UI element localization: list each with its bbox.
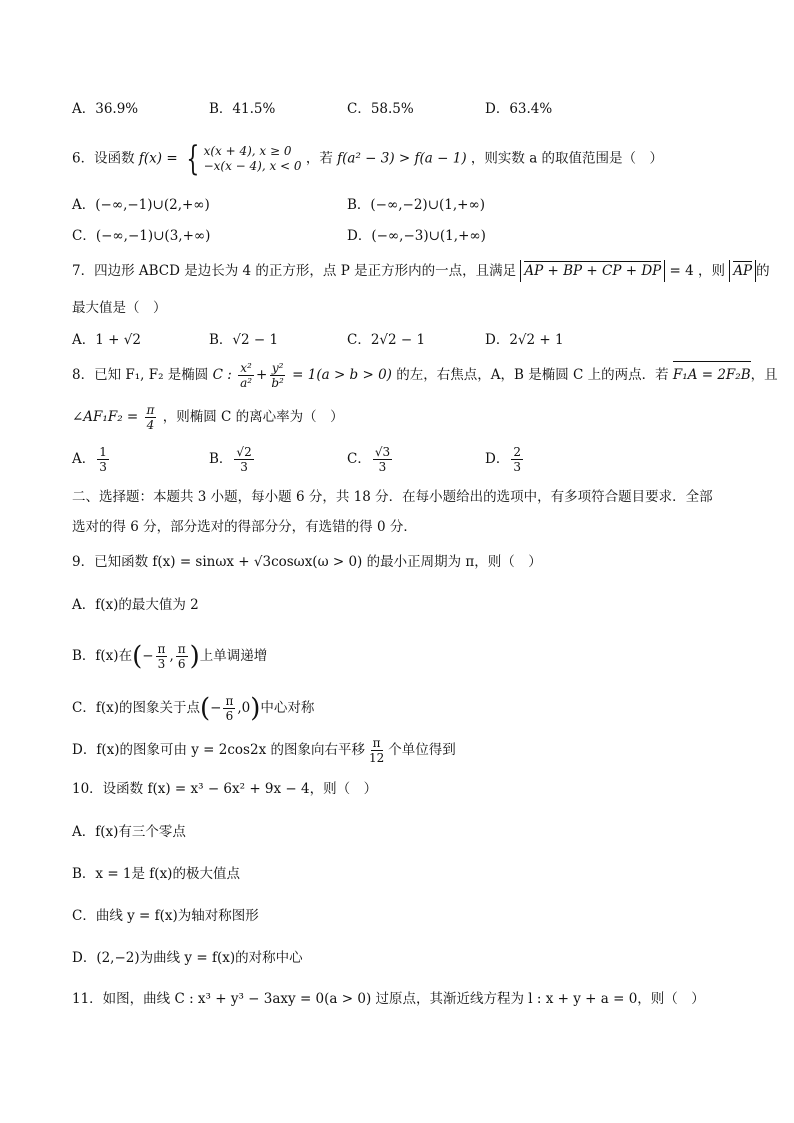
q5-option-a: A．36.9% — [72, 101, 139, 117]
q10-option-a: A．f(x)有三个零点 — [72, 824, 186, 840]
q8-vector-relation: F₁A = 2F₂B — [673, 360, 751, 390]
q10-option-b: B．x = 1是 f(x)的极大值点 — [72, 866, 240, 882]
q8-ellipse-c: C : — [212, 367, 232, 383]
section2-line2: 选对的得 6 分，部分选对的得部分分，有选错的得 0 分． — [72, 519, 417, 535]
q6-prefix: 6．设函数 — [72, 150, 135, 167]
q6-mid: ，若 — [305, 150, 333, 167]
q6-option-b: B．(−∞,−2)∪(1,+∞) — [347, 197, 485, 213]
q8-option-c: C． $\frac{√3}{3}$ — [347, 445, 391, 474]
q7-option-b: B．√2 − 1 — [209, 332, 279, 348]
q10-option-d: D．(2,−2)为曲线 y = f(x)的对称中心 — [72, 950, 303, 966]
q9-option-a: A．f(x)的最大值为 2 — [72, 597, 199, 613]
q9-option-b: B．f(x)在(− $\frac{\pi}{3}$ , $\frac{\pi}{6}$ )上单调递增 — [72, 641, 268, 672]
q7-vector-ap: AP — [729, 260, 756, 282]
q6-piecewise: { x(x + 4), x ≥ 0 −x(x − 4), x < 0 — [186, 139, 302, 179]
q11-stem: 11．如图，曲线 C : x³ + y³ − 3axy = 0(a > 0) 过原点，其渐近线方程为 l : x + y + a = 0，则（ ） — [72, 991, 705, 1007]
q8-frac-y: $\frac{\text{y²}}{\text{b²}}$ — [271, 361, 284, 390]
q6-option-a: A．(−∞,−1)∪(2,+∞) — [72, 197, 210, 213]
q6-suffix: ，则实数 a 的取值范围是（ ） — [470, 150, 664, 167]
q8-text2: 的左，右焦点，A，B 是椭圆 C 上的两点．若 — [396, 367, 669, 383]
q10-option-c: C．曲线 y = f(x)为轴对称图形 — [72, 908, 259, 924]
q7-line2: 最大值是（ ） — [72, 300, 167, 316]
q7-eq: = 4 ，则 — [669, 263, 726, 279]
q8-stem-line1: 8．已知 F₁, F₂ 是椭圆 C : $\frac{\text{x²}}{\text{a²}}$ + $\frac{\text{y²}}{\text{b²}}$ = 1(a > b > 0) 的左，右焦点，A，B 是椭圆 C 上的两点．若 F₁A = 2F₂B，且 — [72, 361, 778, 390]
q8-text1: 8．已知 F₁, F₂ 是椭圆 — [72, 367, 209, 383]
q8-stem-line2 — [72, 402, 734, 432]
q6-case1: x(x + 4), x ≥ 0 — [203, 144, 292, 158]
q5-option-c: C．58.5% — [347, 101, 414, 117]
q7-text1: 7．四边形 ABCD 是边长为 4 的正方形，点 P 是正方形内的一点，且满足 — [72, 263, 517, 279]
q8-text3: ，且 — [750, 367, 778, 383]
q9-option-d: D．f(x)的图象可由 y = 2cos2x 的图象向右平移 $\frac{\pi}{12}$ 个单位得到 — [72, 736, 456, 765]
q7-option-c: C．2√2 − 1 — [347, 332, 426, 348]
q8-frac-x: $\frac{\text{x²}}{\text{a²}}$ — [240, 361, 253, 390]
q6-func: f(x) = — [138, 150, 178, 167]
q8-frac-pi4: $\frac{\pi}{4}$ — [146, 403, 155, 432]
q5-option-d: D．63.4% — [485, 101, 553, 117]
q8-text4: ，则椭圆 C 的离心率为（ ） — [162, 409, 344, 425]
q6-case2: −x(x − 4), x < 0 — [203, 159, 302, 173]
q8-angle: ∠AF₁F₂ = — [72, 409, 139, 425]
q7-option-d: D．2√2 + 1 — [485, 332, 564, 348]
q7-text2: 的 — [756, 263, 770, 279]
q8-option-d: D． $\frac{2}{3}$ — [485, 445, 521, 474]
q7-vector-sum: AP + BP + CP + DP — [520, 260, 665, 282]
q7-stem — [72, 259, 770, 283]
q8-ellipse-rest: = 1(a > b > 0) — [292, 367, 392, 383]
q5-option-b: B．41.5% — [209, 101, 276, 117]
q6-option-d: D．(−∞,−3)∪(1,+∞) — [347, 228, 486, 244]
q7-option-a: A．1 + √2 — [72, 332, 141, 348]
q6-condition: f(a² − 3) > f(a − 1) — [337, 150, 467, 167]
q8-option-a: A． $\frac{1}{3}$ — [72, 445, 107, 474]
section2-line1: 二、选择题：本题共 3 小题，每小题 6 分，共 18 分．在每小题给出的选项中，有多项符合题目要求．全部 — [72, 489, 713, 505]
q9-stem: 9．已知函数 f(x) = sinωx + √3cosωx(ω > 0) 的最小正周期为 π，则（ ） — [72, 554, 542, 570]
q6-option-c: C．(−∞,−1)∪(3,+∞) — [72, 228, 211, 244]
q10-stem: 10．设函数 f(x) = x³ − 6x² + 9x − 4，则（ ） — [72, 781, 378, 797]
q6-stem — [72, 139, 734, 179]
q8-option-b: B． $\frac{√2}{3}$ — [209, 445, 252, 474]
q9-option-c: C．f(x)的图象关于点(− $\frac{\pi}{6}$ ,0)中心对称 — [72, 693, 315, 724]
